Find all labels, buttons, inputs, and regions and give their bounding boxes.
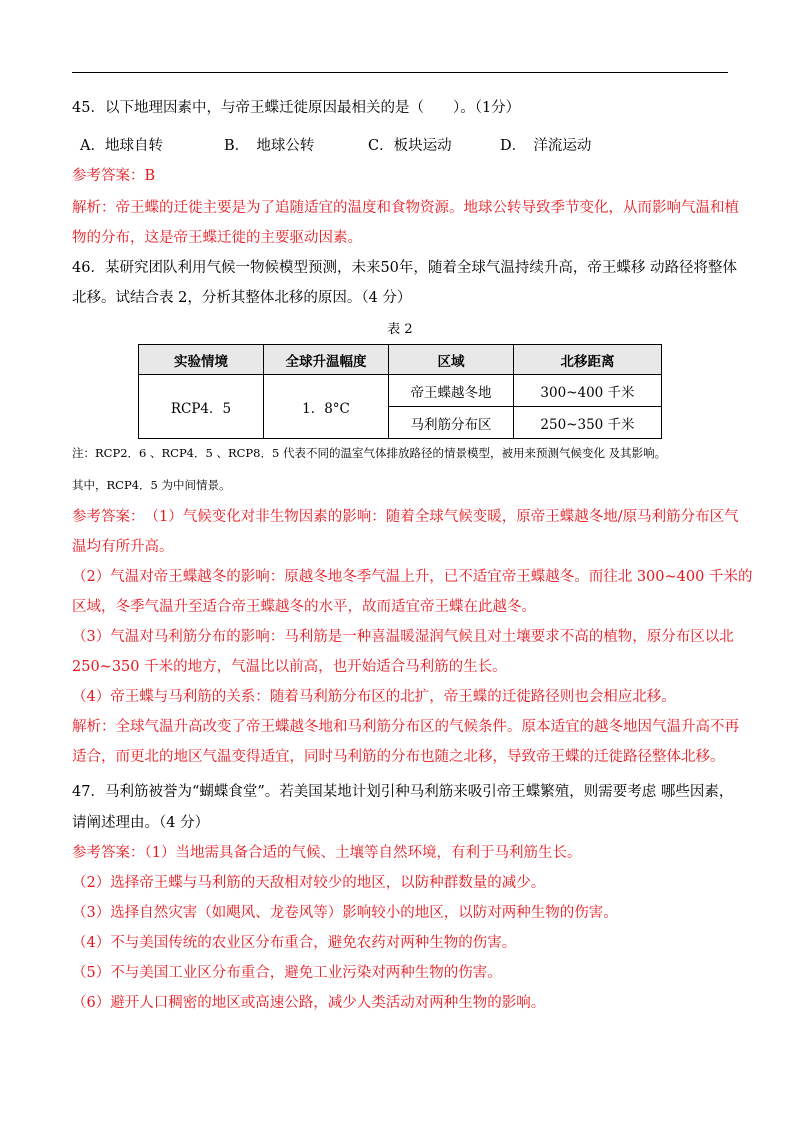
q46-answer-line: 区域，冬季气温升至适合帝王蝶越冬的水平，故而适宜帝王蝶在此越冬。 bbox=[72, 599, 536, 615]
table-header-row bbox=[139, 345, 662, 375]
table-cell-region: 帝王蝶越冬地 bbox=[389, 375, 514, 407]
table-header-cell: 实验情境 bbox=[139, 345, 264, 375]
q45-option-c: C．板块运动 bbox=[368, 138, 452, 154]
q47-answer-line: （6）避开人口稠密的地区或高速公路，减少人类活动对两种生物的影响。 bbox=[72, 995, 546, 1011]
header-rule bbox=[72, 72, 728, 73]
table-header-cell: 北移距离 bbox=[514, 345, 662, 375]
q47-answer-line: （2）选择帝王蝶与马利筋的天敌相对较少的地区，以防种群数量的减少。 bbox=[72, 875, 546, 891]
table-caption: 表 2 bbox=[387, 322, 413, 337]
table-cell-scenario: RCP4．5 bbox=[139, 375, 264, 439]
table-cell-distance: 250~350 千米 bbox=[514, 407, 662, 439]
q45-answer: 参考答案：B bbox=[72, 168, 156, 184]
table-header-cell: 区域 bbox=[389, 345, 514, 375]
q45-option-a: A．地球自转 bbox=[80, 138, 163, 154]
q47-stem-line: 47．马利筋被誉为“蝴蝶食堂”。若美国某地计划引种马利筋来吸引帝王蝶繁殖，则需要考虑 哪些因素， bbox=[72, 784, 734, 800]
q46-answer-line: 温均有所升高。 bbox=[72, 539, 174, 555]
q47-answer-line: （5）不与美国工业区分布重合，避免工业污染对两种生物的伤害。 bbox=[72, 965, 502, 981]
q47-answer-line: 参考答案：（1）当地需具备合适的气候、土壤等自然环境，有利于马利筋生长。 bbox=[72, 845, 582, 861]
q46-answer-line: 参考答案： （1）气候变化对非生物因素的影响：随着全球气候变暖，原帝王蝶越冬地/原马利筋分布区气 bbox=[72, 509, 739, 525]
table-cell-distance: 300~400 千米 bbox=[514, 375, 662, 407]
table-cell-region: 马利筋分布区 bbox=[389, 407, 514, 439]
table-note-line: 注：RCP2．6 、RCP4．5 、RCP8．5 代表不同的温室气体排放路径的情景模型，被用来预测气候变化 及其影响。 bbox=[72, 446, 667, 460]
table-row bbox=[139, 375, 662, 407]
data-table bbox=[138, 344, 662, 439]
q47-stem-line: 请阐述理由。（4 分） bbox=[72, 815, 210, 831]
table-header-cell: 全球升温幅度 bbox=[264, 345, 389, 375]
q45-stem: 45．以下地理因素中，与帝王蝶迁徙原因最相关的是（ ）。（1分） bbox=[72, 100, 521, 116]
q47-answer-line: （4）不与美国传统的农业区分布重合，避免农药对两种生物的伤害。 bbox=[72, 935, 517, 951]
q46-stem-line: 北移。试结合表 2，分析其整体北移的原因。（4 分） bbox=[72, 290, 412, 306]
q46-answer-line: 250~350 千米的地方，气温比以前高，也开始适合马利筋的生长。 bbox=[72, 659, 507, 675]
q45-option-b: B． 地球公转 bbox=[224, 138, 315, 154]
q46-answer-line: （3）气温对马利筋分布的影响：马利筋是一种喜温暖湿润气候且对土壤要求不高的植物，原分布区以北 bbox=[72, 629, 734, 645]
q45-analysis-line: 物的分布，这是帝王蝶迁徙的主要驱动因素。 bbox=[72, 230, 362, 246]
q45-analysis-line: 解析：帝王蝶的迁徙主要是为了追随适宜的温度和食物资源。地球公转导致季节变化，从而影响气温和植 bbox=[72, 200, 739, 216]
q46-analysis-line: 适合，而更北的地区气温变得适宜，同时马利筋的分布也随之北移，导致帝王蝶的迁徙路径整体北移。 bbox=[72, 749, 725, 765]
table-note-line: 其中，RCP4．5 为中间情景。 bbox=[72, 478, 231, 492]
q45-option-d: D． 洋流运动 bbox=[500, 138, 592, 154]
q46-answer-line: （4）帝王蝶与马利筋的关系：随着马利筋分布区的北扩，帝王蝶的迁徙路径则也会相应北移。 bbox=[72, 689, 676, 705]
q46-answer-line: （2）气温对帝王蝶越冬的影响：原越冬地冬季气温上升，已不适宜帝王蝶越冬。而往北 300~400 千米的 bbox=[72, 569, 753, 585]
q46-stem-line: 46．某研究团队利用气候一物候模型预测，未来50年，随着全球气温持续升高，帝王蝶移 动路径将整体 bbox=[72, 260, 738, 276]
table-cell-warming: 1．8°C bbox=[264, 375, 389, 439]
q47-answer-line: （3）选择自然灾害（如飓风、龙卷风等）影响较小的地区，以防对两种生物的伤害。 bbox=[72, 905, 618, 921]
q46-analysis-line: 解析：全球气温升高改变了帝王蝶越冬地和马利筋分布区的气候条件。原本适宜的越冬地因气温升高不再 bbox=[72, 719, 739, 735]
